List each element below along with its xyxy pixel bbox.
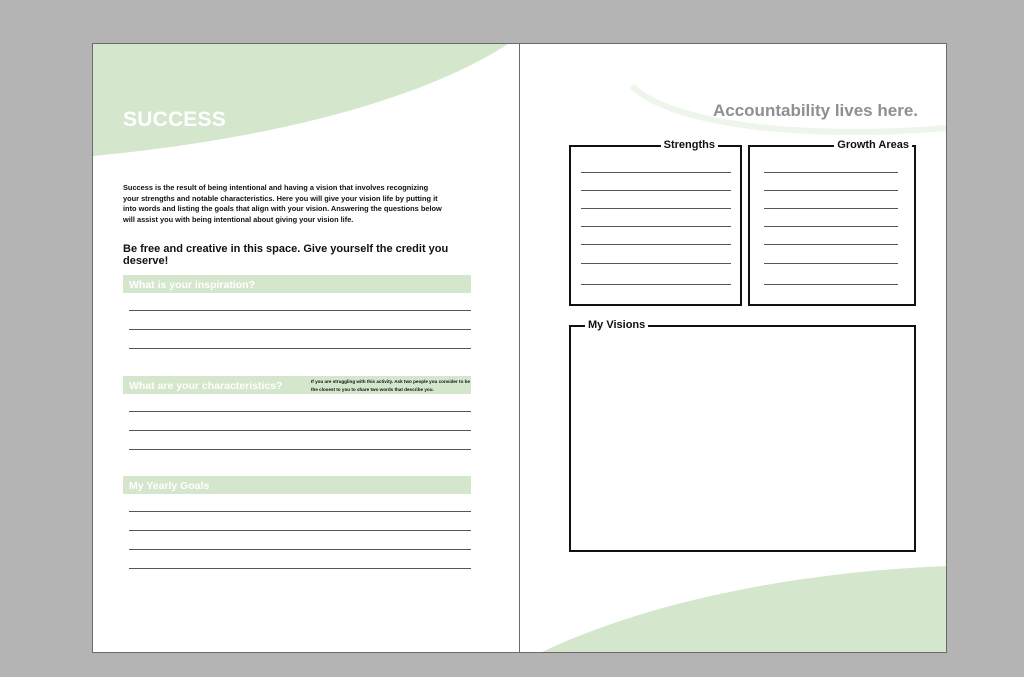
growth-areas-label: Growth Areas (834, 138, 912, 152)
answer-line[interactable] (129, 449, 471, 450)
strengths-line[interactable] (581, 263, 731, 264)
answer-line[interactable] (129, 329, 471, 330)
growth-areas-line[interactable] (764, 172, 898, 173)
strengths-line[interactable] (581, 190, 731, 191)
answer-line[interactable] (129, 411, 471, 412)
growth-areas-line[interactable] (764, 284, 898, 285)
answer-line[interactable] (129, 430, 471, 431)
answer-line[interactable] (129, 310, 471, 311)
section-inspiration-header (123, 275, 471, 293)
growth-areas-line[interactable] (764, 208, 898, 209)
intro-paragraph: Success is the result of being intentional and having a vision that involves recognizing your strengths and notable characteristics. Here you will give your vision life by putting it into words and listing the goals that align with your vision. Answering the questions below will assist you with being intentional about giving your vision life. (123, 183, 442, 224)
visions-label: My Visions (585, 318, 648, 332)
visions-box[interactable] (569, 319, 916, 552)
answer-line[interactable] (129, 568, 471, 569)
section-yearly-goals-header (123, 476, 471, 494)
growth-areas-line[interactable] (764, 190, 898, 191)
strengths-box (569, 139, 742, 306)
right-page (519, 43, 947, 653)
strengths-line[interactable] (581, 208, 731, 209)
growth-areas-line[interactable] (764, 226, 898, 227)
strengths-line[interactable] (581, 244, 731, 245)
section-inspiration-heading: What is your inspiration? (129, 279, 256, 291)
answer-line[interactable] (129, 530, 471, 531)
answer-line[interactable] (129, 348, 471, 349)
strengths-line[interactable] (581, 226, 731, 227)
strengths-line[interactable] (581, 172, 731, 173)
left-page (92, 43, 520, 653)
growth-areas-line[interactable] (764, 263, 898, 264)
answer-line[interactable] (129, 511, 471, 512)
accountability-tagline: Accountability lives here. (712, 101, 918, 120)
growth-areas-box (748, 139, 916, 306)
section-characteristics-heading: What are your characteristics? (129, 380, 283, 392)
strengths-label: Strengths (661, 138, 718, 152)
strengths-line[interactable] (581, 284, 731, 285)
answer-line[interactable] (129, 549, 471, 550)
growth-areas-line[interactable] (764, 244, 898, 245)
page-title: SUCCESS (123, 108, 226, 131)
encouragement-tagline: Be free and creative in this space. Give yourself the credit you deserve! (123, 243, 449, 267)
section-characteristics-header (123, 376, 471, 394)
section-yearly-goals-heading: My Yearly Goals (129, 480, 210, 492)
characteristics-tip-note: If you are struggling with this activity. Ask two people you consider to be the closest to you to share two words that describe you. (311, 379, 471, 392)
